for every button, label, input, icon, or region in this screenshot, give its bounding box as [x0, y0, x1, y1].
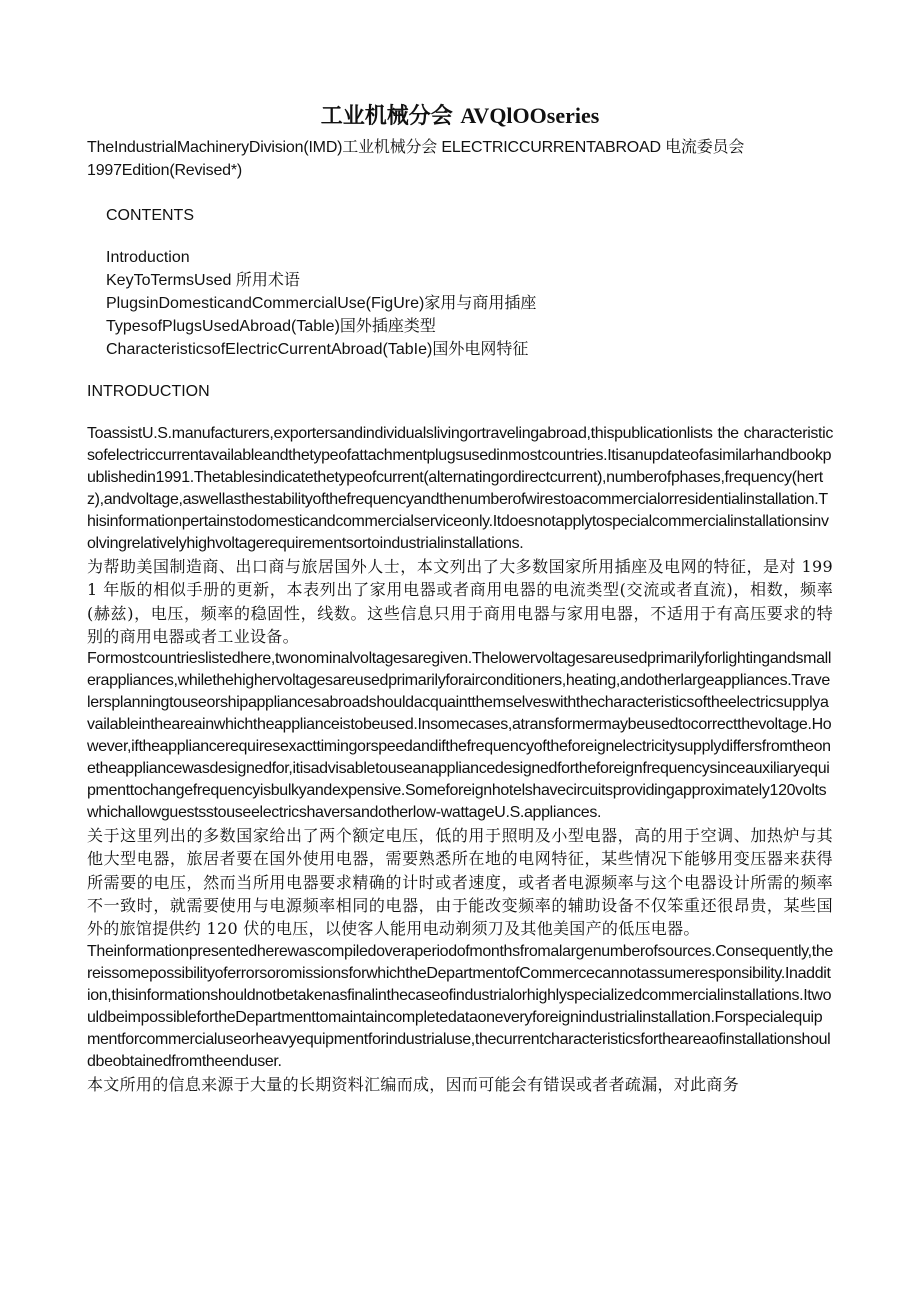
toc-item-types-of-plugs: TypesofPlugsUsedAbroad(Table)国外插座类型 [106, 318, 436, 335]
document-page [87, 96, 833, 1096]
title-series: AVQlOOseries [460, 103, 600, 128]
toc-item-introduction: Introduction [106, 249, 190, 266]
toc-item-electric-current-characteristics: CharacteristicsofElectricCurrentAbroad(TabIe)国外电网特征 [106, 341, 529, 358]
introduction-heading: INTRODUCTION [87, 383, 210, 400]
paragraph-zh-1: 为帮助美国制造商、出口商与旅居国外人士，本文列出了大多数国家所用插座及电网的特征，是对 1991 年版的相似手册的更新，本表列出了家用电器或者商用电器的电流类型(交流或者直流)，相数，频率(赫兹)，电压，频率的稳固性，线数。这些信息只用于商用电器与家用电器，不适用于有高压要求的特别的商用电器或者工业设备。 [87, 557, 833, 646]
paragraph-zh-2: 关于这里列出的多数国家给出了两个额定电压，低的用于照明及小型电器，高的用于空调、加热炉与其他大型电器，旅居者要在国外使用电器，需要熟悉所在地的电网特征，某些情况下能够用变压器来获得所需要的电压，然而当所用电器要求精确的计时或者速度，或者者电源频率与这个电器设计所需的频率不一致时，就需要使用与电源频率相同的电器，由于能改变频率的辅助设备不仅笨重还很昂贵，某些国外的旅馆提供约 120 伏的电压，以使客人能用电动剃须刀及其他美国产的低压电器。 [87, 826, 833, 939]
document-title [87, 96, 833, 136]
toc-item-key-to-terms: KeyToTermsUsed 所用术语 [106, 272, 300, 289]
contents-heading: CONTENTS [106, 207, 194, 224]
document-subtitle: TheIndustrialMachineryDivision(IMD)工业机械分会 ELECTRICCURRENTABROAD 电流委员会 1997Edition(Revised*) [87, 139, 745, 179]
paragraph-en-3: Theinformationpresentedherewascompiledoveraperiodofmonthsfromalargenumberofsources.Consequently,thereissomepossibilityoferrorsoromissionsforwhichtheDepartmentofCommercecannotassumeresponsibility.Inaddition,thisinformationshouldnotbetakenasfinalinthecaseofindustrialorhighlyspecializedcommercialinstallations.ItwouldbeimpossiblefortheDepartmenttomaintaincompletedataoneveryforeignindustrialinstallation.Forspecialequipmentforcommercialuseorheavyequipmentforindustrialuse,thecurrentcharacteristicsfortheareaofinstallationshouldbeobtainedfromtheenduser. [87, 942, 833, 1070]
toc-item-plugs-domestic-commercial: PlugsinDomesticandCommercialUse(FigUre)家用与商用插座 [106, 295, 537, 312]
paragraph-en-1: ToassistU.S.manufacturers,exportersandindividualslivingortravelingabroad,thispublicationlists the characteristicsofelectriccurrentavailableandthetypeofattachmentplugsusedinmostcountries.Itisanupdateofasimilarhandbookpublishedin1991.Thetablesindicatethetypeofcurrent(alternatingordirectcurrent),numberofphases,frequency(hertz),andvoltage,aswellasthestabilityofthefrequencyandthenumberofwirestoacommercialorresidentialinstallation.Thisinformationpertainstodomesticandcommercialserviceonly.Itdoesnotapplytospecialcommercialinstallationsinvolvingrelativelyhighvoltagerequirementsortoindustrialinstallations. [87, 425, 833, 552]
paragraph-zh-3: 本文所用的信息来源于大量的长期资料汇编而成，因而可能会有错误或者者疏漏，对此商务 [87, 1074, 740, 1094]
paragraph-en-2: Formostcountrieslistedhere,twonominalvoltagesaregiven.Thelowervoltagesareusedprimarilyforlightingandsmallerappliances,whilethehighervoltagesareusedprimarilyforairconditioners,heating,andotherlargeappliances.Travelersplanningtouseorshipappliancesabroadshouldacquaintthemselveswiththecharacteristicsoftheelectricsupplyavailableintheareainwhichtheapplianceistobeused.Insomecases,atransformermaybeusedtocorrectthevoltage.However,iftheappliancerequiresexacttimingorspeedandifthefrequencyoftheforeignelectricitysupplydiffersfromtheonetheappliancewasdesignedfor,itisadvisabletouseanappliancedesignedfortheforeignfrequencysinceauxiliaryequipmenttochangefrequencyisbulkyandexpensive.Someforeignhotelshavecircuitsprovidingapproximately120voltswhichallowguestsstouseelectricshaversandotherlow-wattageU.S.appliances. [87, 650, 832, 822]
title-chinese: 工业机械分会 [320, 103, 453, 129]
table-of-contents [87, 246, 833, 361]
